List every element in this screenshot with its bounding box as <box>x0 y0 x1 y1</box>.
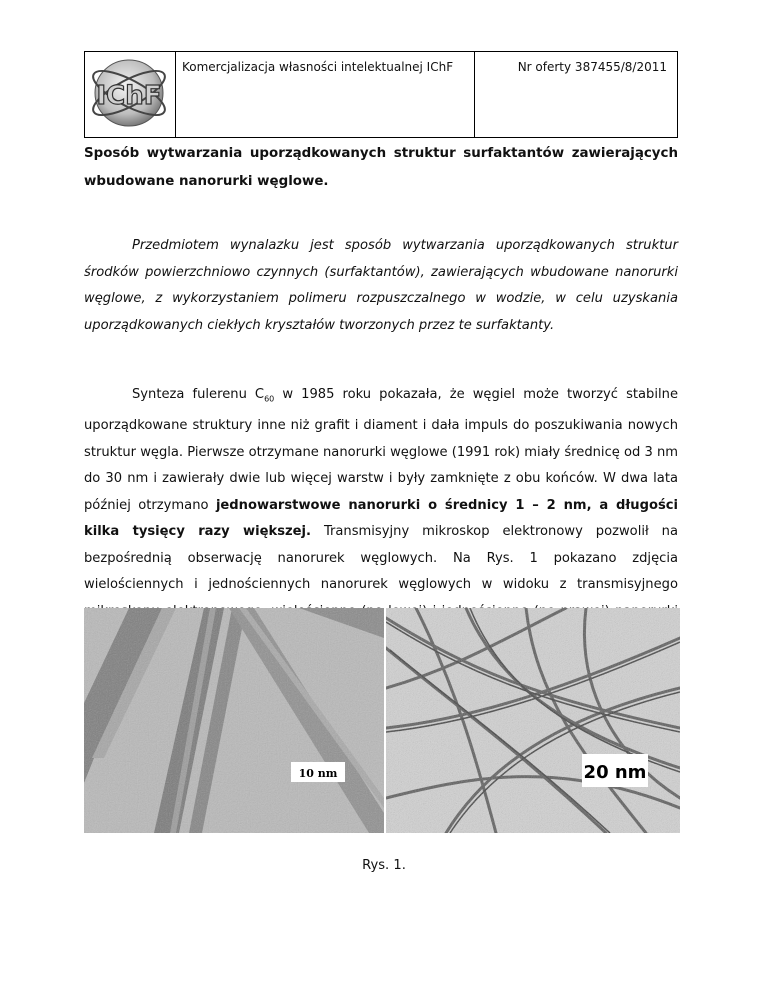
ichf-logo-cell <box>85 52 176 138</box>
body-text-2: w 1985 roku pokazała, że węgiel może tworzyć stabilne uporządkowane struktury inne niż grafit i diament i dała impuls do poszukiwania nowych struktur węgla. Pierwsze otrzymane nanorurki węglowe (1991 rok) miały średnicę od 3 nm do 30 nm i zawierały dwie lub więcej warstw i były zamknięte z obu końców. W dwa lata później otrzymano <box>84 387 679 513</box>
left-scale-label: 10 nm <box>298 767 338 780</box>
tem-image-singlewall <box>386 608 680 833</box>
body-text-3: Transmisyjny mikroskop elektronowy pozwolił na bezpośrednią obserwację nanorurek węglowych. Na Rys. 1 pokazano zdjęcia wielościennych i jednościennych nanorurek węglowych w widoku z transmisyjnego <box>84 524 678 593</box>
tem-image-multiwall <box>84 608 384 833</box>
header-left-text: Komercjalizacja własności intelektualnej IChF <box>176 52 475 138</box>
svg-text:IChF: IChF <box>96 81 162 111</box>
abstract-text: Przedmiotem wynalazku jest sposób wytwarzania uporządkowanych struktur środków powierzchniowo czynnych (surfaktantów), zawierających wbudowane nanorurki węglowe, z wykorzystaniem polimeru rozpuszczalnego w wodzie, w celu uzyskania uporządkowanych ciekłych kryształów tworzonych przez te surfaktanty. <box>84 238 678 333</box>
header-offer-number: Nr oferty 387455/8/2011 <box>475 52 678 138</box>
right-scale-label: 20 nm <box>583 762 647 783</box>
ichf-logo <box>85 52 173 134</box>
figure-caption: Rys. 1. <box>362 858 406 873</box>
document-title: Sposób wytwarzania uporządkowanych struktur surfaktantów zawierających wbudowane nanorurki węglowe. <box>84 146 678 189</box>
body-text-1: Synteza fulerenu C <box>132 387 265 402</box>
subscript-60: 60 <box>264 394 275 404</box>
body-bold-text: jednowarstwowe nanorurki o średnicy 1 – 2 nm, a długości kilka tysięcy razy większej. <box>84 497 678 540</box>
abstract-paragraph <box>84 233 678 339</box>
header-table <box>84 51 678 138</box>
